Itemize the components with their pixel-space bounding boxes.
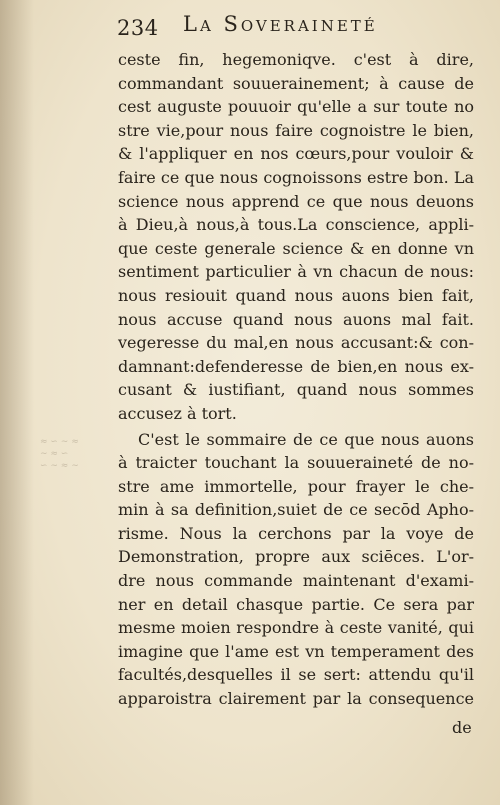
running-head: La Soveraineté [183,12,378,36]
text-line: damnant:defenderesse de bien,en nous ex- [118,356,474,376]
page-header [117,8,477,40]
text-line: nous resiouit quand nous auons bien fait, [118,285,474,305]
text-line: apparoistra clairement par la consequence [118,689,474,709]
text-line: stre ame immortelle, pour frayer le che- [118,476,474,496]
text-line: risme. Nous la cerchons par la voye de [118,523,474,543]
text-line: accusez à tort. [118,403,237,423]
ink-bleed-through: ≈ ∽ ∼ ≈ ∼ ≈ ∽ ∽ ∼ ≈ ∼ [40,437,79,471]
text-line: ner en detail chasque partie. Ce sera par [118,594,474,614]
text-line: ceste fin, hegemoniqve. c'est à dire, [118,50,474,69]
text-line: que ceste generale science & en donne vn [118,238,474,258]
text-line: facultés,desquelles il se sert: attendu qu'il [118,665,474,685]
text-line: Demonstration, propre aux sciēces. L'or- [118,547,474,567]
text-line: sentiment particulier à vn chacun de nous: [118,262,474,282]
page-number: 234 [117,16,159,40]
text-line: à Dieu,à nous,à tous.La conscience, appli- [118,215,474,235]
text-line: & l'appliquer en nos cœurs,pour vouloir & [118,144,474,164]
text-line: dre nous commande maintenant d'exami- [118,571,474,591]
text-line: commandant souuerainement; à cause de [118,73,474,93]
text-line: min à sa definition,suiet de ce secōd Apho- [118,500,474,520]
text-line: mesme moien respondre à ceste vanité, qui [118,618,474,638]
text-line: faire ce que nous cognoissons estre bon. La [118,167,474,187]
gutter-shadow [0,0,34,805]
text-line: nous accuse quand nous auons mal fait. [118,309,474,329]
body-text [118,48,474,711]
catchword: de [452,718,472,737]
paragraph-start-line: C'est le sommaire de ce que nous auons [138,429,474,449]
text-line: à traicter touchant la souueraineté de no- [118,453,474,473]
text-line: cest auguste pouuoir qu'elle a sur toute no [118,97,474,117]
text-line: vegeresse du mal,en nous accusant:& con- [118,333,474,353]
text-line: science nous apprend ce que nous deuons [118,191,474,211]
text-line: stre vie,pour nous faire cognoistre le bien, [118,120,474,140]
text-line: imagine que l'ame est vn temperament des [118,641,474,661]
text-line: cusant & iustifiant, quand nous sommes [118,380,474,400]
